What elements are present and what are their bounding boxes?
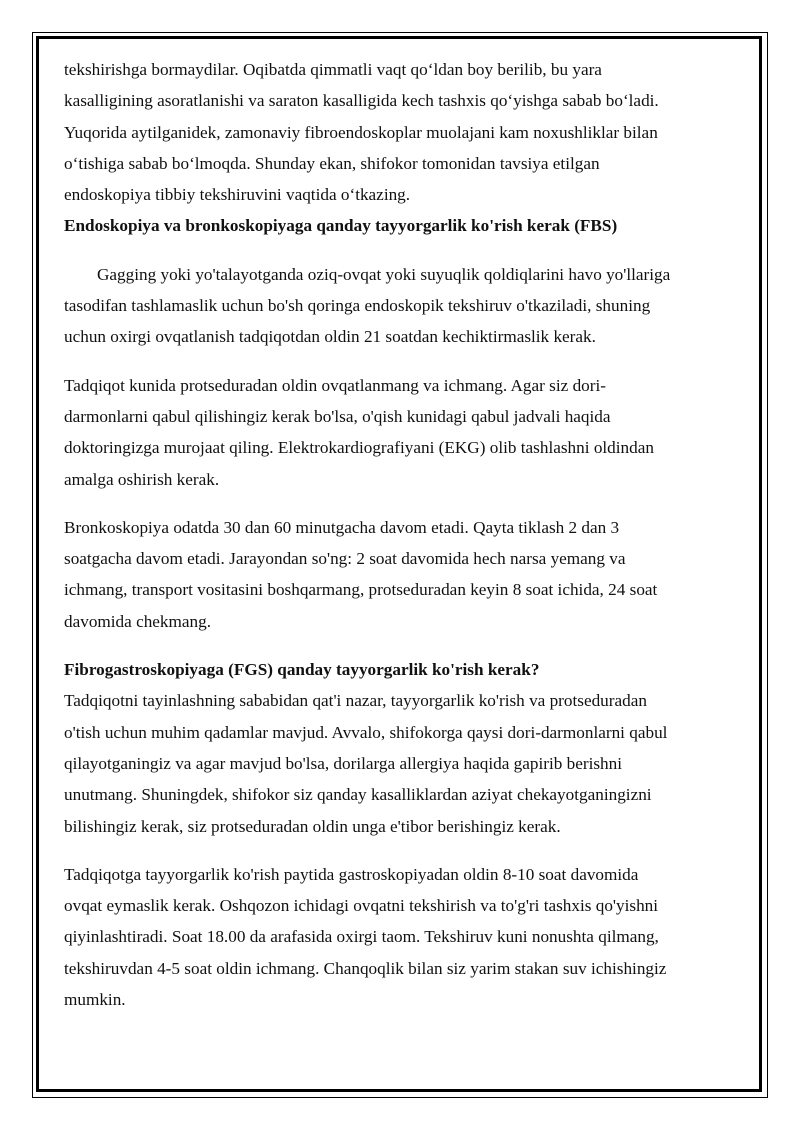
- text-line: endoskopiya tibbiy tekshiruvini vaqtida o‘tkazing.: [64, 185, 411, 205]
- paragraph-preparation: [64, 859, 740, 1015]
- paragraph-intro: [64, 54, 740, 210]
- paragraph-gagging: [64, 259, 740, 353]
- text-line: darmonlarni qabul qilishingiz kerak bo'lsa, o'qish kunidagi qabul jadvali haqida: [64, 406, 611, 426]
- text-line: o‘tishiga sabab bo‘lmoqda. Shunday ekan, shifokor tomonidan tavsiya etilgan: [64, 153, 600, 173]
- heading-fbs: Endoskopiya va bronkoskopiyaga qanday tayyorgarlik ko'rish kerak (FBS): [64, 216, 618, 236]
- text-line: tasodifan tashlamaslik uchun bo'sh qoringa endoskopik tekshiruv o'tkaziladi, shuning: [64, 296, 651, 316]
- paragraph-study-day: [64, 370, 740, 495]
- text-line: bilishingiz kerak, siz protseduradan oldin unga e'tibor berishingiz kerak.: [64, 816, 561, 836]
- text-line: qiyinlashtiradi. Soat 18.00 da arafasida oxirgi taom. Tekshiruv kuni nonushta qilmang,: [64, 927, 659, 947]
- paragraph-fgs: [64, 685, 740, 841]
- text-line: Bronkoskopiya odatda 30 dan 60 minutgacha davom etadi. Qayta tiklash 2 dan 3: [64, 517, 620, 537]
- text-line: soatgacha davom etadi. Jarayondan so'ng: 2 soat davomida hech narsa yemang va: [64, 549, 626, 569]
- text-line: doktoringizga murojaat qiling. Elektrokardiografiyani (EKG) olib tashlashni oldindan: [64, 438, 654, 458]
- text-line: ichmang, transport vositasini boshqarmang, protseduradan keyin 8 soat ichida, 24 soat: [64, 580, 658, 600]
- text-line: Tadqiqotni tayinlashning sababidan qat'i nazar, tayyorgarlik ko'rish va protseduradan: [64, 691, 647, 711]
- text-line: mumkin.: [64, 990, 126, 1010]
- text-line: unutmang. Shuningdek, shifokor siz qanday kasalliklardan aziyat chekayotganingizni: [64, 785, 652, 805]
- text-line: tekshiruvdan 4-5 soat oldin ichmang. Chanqoqlik bilan siz yarim stakan suv ichishingiz: [64, 958, 667, 978]
- document-body: [64, 54, 740, 1015]
- heading-fgs: Fibrogastroskopiyaga (FGS) qanday tayyorgarlik ko'rish kerak?: [64, 660, 540, 680]
- text-line: qilayotganingiz va agar mavjud bo'lsa, dorilarga allergiya haqida gapirib berishni: [64, 753, 623, 773]
- paragraph-bronchoscopy: [64, 512, 740, 637]
- text-line: Tadqiqot kunida protseduradan oldin ovqatlanmang va ichmang. Agar siz dori-: [64, 375, 606, 395]
- text-line: kasalligining asoratlanishi va saraton kasalligida kech tashxis qo‘yishga sabab bo‘ladi.: [64, 91, 659, 111]
- text-line: davomida chekmang.: [64, 611, 212, 631]
- text-line: tekshirishga bormaydilar. Oqibatda qimmatli vaqt qo‘ldan boy berilib, bu yara: [64, 60, 602, 79]
- text-line: ovqat eymaslik kerak. Oshqozon ichidagi ovqatni tekshirish va to'g'ri tashxis qo'yishni: [64, 896, 659, 916]
- text-line: Yuqorida aytilganidek, zamonaviy fibroendoskoplar muolajani kam noxushliklar bilan: [64, 122, 658, 142]
- text-line: amalga oshirish kerak.: [64, 469, 220, 489]
- text-line: Gagging yoki yo'talayotganda oziq-ovqat yoki suyuqlik qoldiqlarini havo yo'llariga: [97, 264, 671, 284]
- text-line: uchun oxirgi ovqatlanish tadqiqotdan oldin 21 soatdan kechiktirmaslik kerak.: [64, 327, 596, 347]
- text-line: o'tish uchun muhim qadamlar mavjud. Avvalo, shifokorga qaysi dori-darmonlarni qabul: [64, 722, 668, 742]
- text-line: Tadqiqotga tayyorgarlik ko'rish paytida gastroskopiyadan oldin 8-10 soat davomida: [64, 864, 639, 884]
